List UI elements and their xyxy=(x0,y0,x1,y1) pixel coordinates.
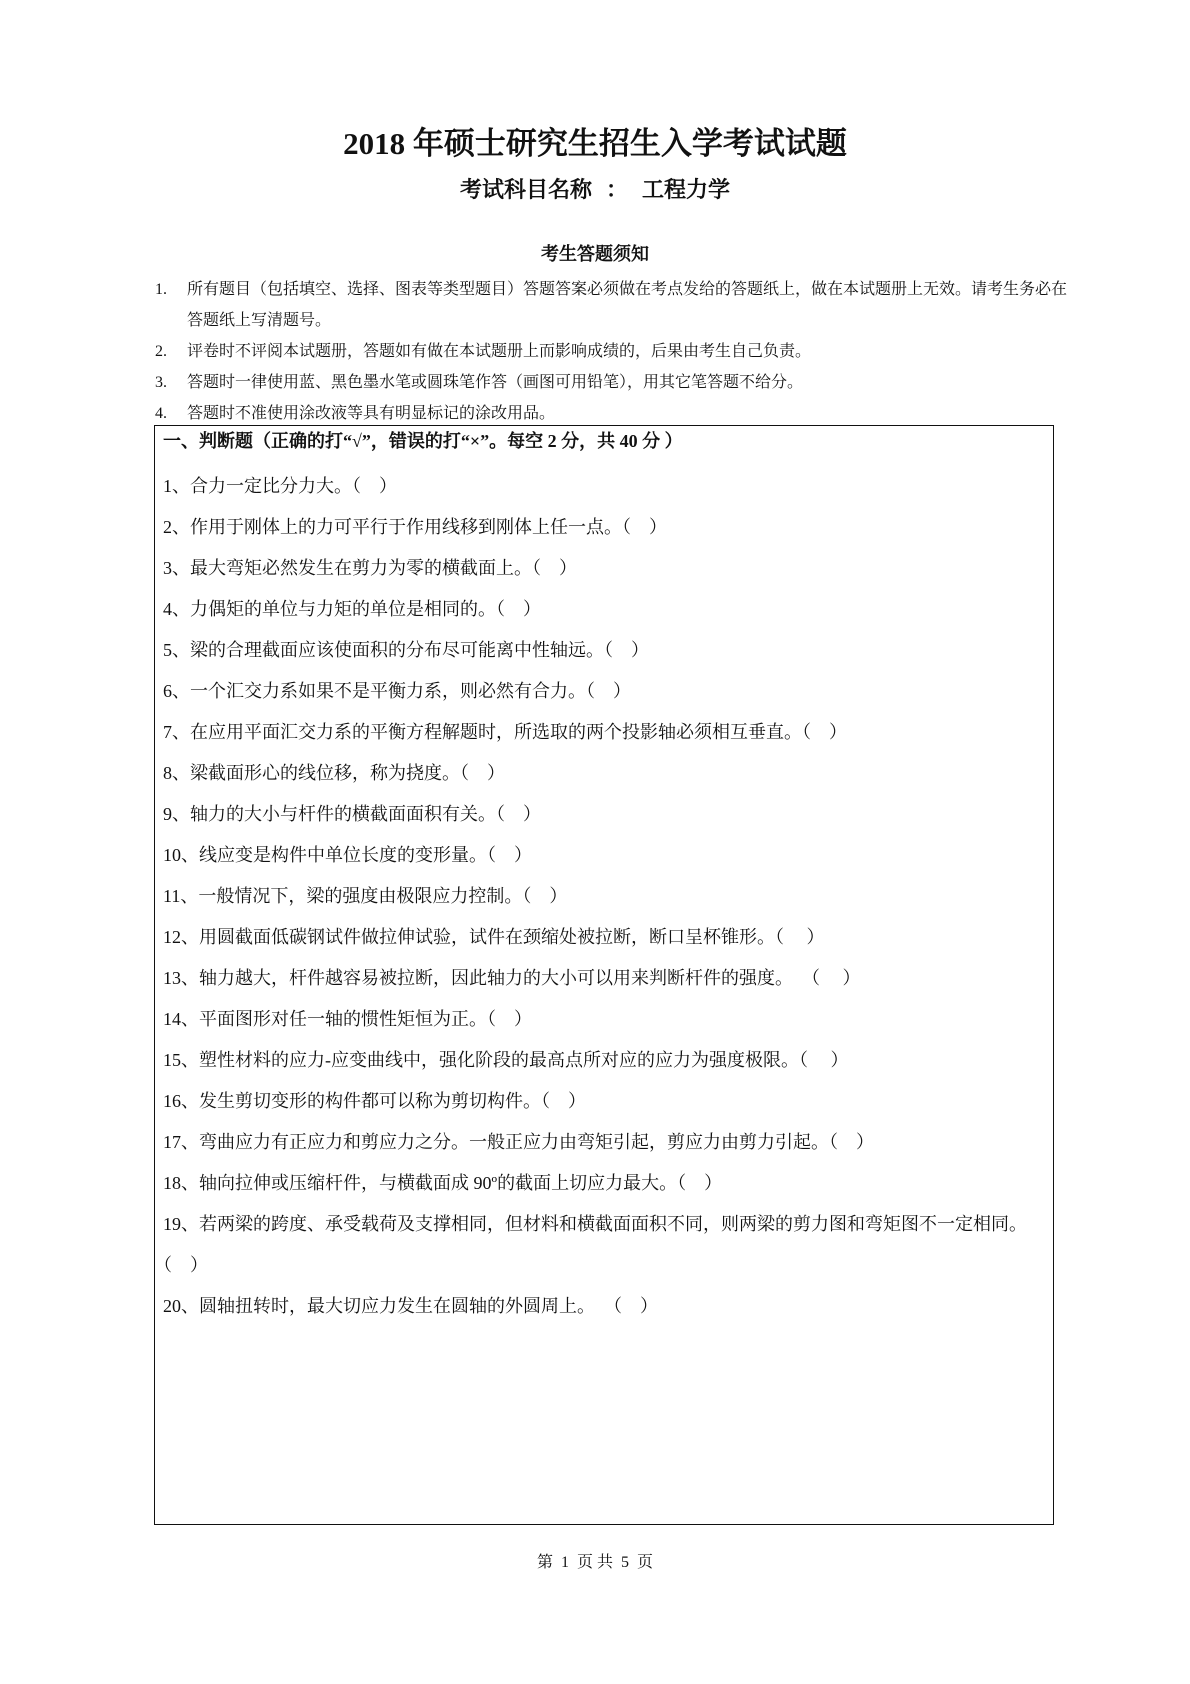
question-number: 9、 xyxy=(163,804,190,824)
question-number: 20、 xyxy=(163,1296,199,1316)
notice-item xyxy=(155,367,1075,398)
question-text: 塑性材料的应力-应变曲线中，强化阶段的最高点所对应的应力为强度极限。 xyxy=(199,1050,799,1070)
question-number: 4、 xyxy=(163,599,190,619)
question-number: 13、 xyxy=(163,968,199,988)
question-item xyxy=(163,548,1043,589)
question-text: 发生剪切变形的构件都可以称为剪切构件。 xyxy=(199,1091,541,1111)
question-text: 若两梁的跨度、承受载荷及支撑相同，但材料和横截面面积不同，则两梁的剪力图和弯矩图不一定相同。 xyxy=(199,1214,1027,1234)
answer-blank: （ ） xyxy=(487,1009,532,1029)
answer-blank: （ ） xyxy=(352,476,397,496)
question-text: 线应变是构件中单位长度的变形量。 xyxy=(199,845,487,865)
answer-blank: （ ） xyxy=(522,886,568,906)
question-item xyxy=(163,507,1043,548)
question-text: 在应用平面汇交力系的平衡方程解题时，所选取的两个投影轴必须相互垂直。 xyxy=(190,722,802,742)
question-item xyxy=(163,958,1043,999)
question-text: 轴向拉伸或压缩杆件，与横截面成 90º的截面上切应力最大。 xyxy=(199,1173,678,1193)
question-number: 15、 xyxy=(163,1050,199,1070)
notice-text: 答题时一律使用蓝、黑色墨水笔或圆珠笔作答（画图可用铅笔），用其它笔答题不给分。 xyxy=(187,374,804,391)
question-number: 3、 xyxy=(163,558,190,578)
notice-item xyxy=(155,336,1075,367)
question-text: 平面图形对任一轴的惯性矩恒为正。 xyxy=(199,1009,487,1029)
question-text: 合力一定比分力大。 xyxy=(190,476,352,496)
notice-item xyxy=(155,274,1075,336)
answer-blank: （ ） xyxy=(487,845,532,865)
question-item xyxy=(163,1286,1043,1327)
question-text: 作用于刚体上的力可平行于作用线移到刚体上任一点。 xyxy=(190,517,622,537)
notice-text: 评卷时不评阅本试题册，答题如有做在本试题册上而影响成绩的，后果由考生自己负责。 xyxy=(187,343,812,360)
question-number: 6、 xyxy=(163,681,190,701)
current-page-number: 1 xyxy=(560,1554,569,1571)
question-item xyxy=(163,1081,1043,1122)
answer-blank: （ ） xyxy=(775,927,825,947)
subject-label: 考试科目名称 xyxy=(459,178,592,203)
answer-blank: （ ） xyxy=(496,804,541,824)
answer-blank: （ ） xyxy=(622,517,667,537)
answer-blank: （ ） xyxy=(586,681,631,701)
question-text: 梁截面形心的线位移，称为挠度。 xyxy=(190,763,460,783)
question-text: 力偶矩的单位与力矩的单位是相同的。 xyxy=(190,599,496,619)
footer-mid: 页 共 xyxy=(576,1554,613,1571)
subject-separator: ： xyxy=(605,178,628,203)
exam-subject xyxy=(0,176,1190,206)
answer-blank: （ ） xyxy=(541,1091,586,1111)
question-text: 轴力的大小与杆件的横截面面积有关。 xyxy=(190,804,496,824)
answer-blank: （ ） xyxy=(595,1296,658,1316)
question-number: 16、 xyxy=(163,1091,199,1111)
question-number: 18、 xyxy=(163,1173,199,1193)
question-text: 圆轴扭转时，最大切应力发生在圆轴的外圆周上。 xyxy=(199,1296,595,1316)
answer-blank: （ ） xyxy=(793,968,861,988)
notice-number: 2. xyxy=(155,343,167,360)
notice-number: 1. xyxy=(155,281,167,298)
question-item xyxy=(163,1122,1043,1163)
footer-suffix: 页 xyxy=(637,1554,654,1571)
question-number: 12、 xyxy=(163,927,199,947)
footer-prefix: 第 xyxy=(536,1554,553,1571)
notice-list xyxy=(155,274,1075,429)
question-item xyxy=(163,1204,1043,1286)
notice-heading: 考生答题须知 xyxy=(541,244,649,265)
answer-blank: （ ） xyxy=(677,1173,723,1193)
answer-blank: （ ） xyxy=(460,763,505,783)
question-text: 最大弯矩必然发生在剪力为零的横截面上。 xyxy=(190,558,532,578)
question-number: 7、 xyxy=(163,722,190,742)
notice-number: 4. xyxy=(155,405,167,422)
answer-blank: （ ） xyxy=(163,1255,208,1275)
question-text: 轴力越大，杆件越容易被拉断，因此轴力的大小可以用来判断杆件的强度。 xyxy=(199,968,793,988)
total-pages: 5 xyxy=(621,1554,629,1571)
answer-blank: （ ） xyxy=(799,1050,849,1070)
section-title: 一、判断题（正确的打“√”，错误的打“×”。每空 2 分，共 40 分 ） xyxy=(163,431,683,451)
question-number: 8、 xyxy=(163,763,190,783)
question-number: 5、 xyxy=(163,640,190,660)
question-number: 1、 xyxy=(163,476,190,496)
answer-blank: （ ） xyxy=(802,722,847,742)
question-number: 10、 xyxy=(163,845,199,865)
question-item xyxy=(163,671,1043,712)
question-item xyxy=(163,794,1043,835)
question-text: 梁的合理截面应该使面积的分布尽可能离中性轴远。 xyxy=(190,640,604,660)
question-number: 19、 xyxy=(163,1214,199,1234)
question-list xyxy=(163,466,1043,1327)
answer-blank: （ ） xyxy=(532,558,577,578)
answer-blank: （ ） xyxy=(496,599,541,619)
subject-name: 工程力学 xyxy=(642,178,731,203)
question-box xyxy=(154,425,1054,1525)
notice-text: 所有题目（包括填空、选择、图表等类型题目）答题答案必须做在考点发给的答题纸上，做在本试题册上无效。请考生务必在答题纸上写清题号。 xyxy=(187,281,1068,329)
question-text: 弯曲应力有正应力和剪应力之分。一般正应力由弯矩引起，剪应力由剪力引起。 xyxy=(199,1132,829,1152)
question-item xyxy=(163,1163,1043,1204)
page-footer xyxy=(0,1551,1190,1575)
question-item xyxy=(163,589,1043,630)
question-number: 11、 xyxy=(163,886,199,906)
notice-text: 答题时不准使用涂改液等具有明显标记的涂改用品。 xyxy=(187,405,556,422)
question-item xyxy=(163,466,1043,507)
exam-title: 2018 年硕士研究生招生入学考试试题 xyxy=(343,126,847,161)
question-item xyxy=(163,999,1043,1040)
question-item xyxy=(163,753,1043,794)
question-item xyxy=(163,630,1043,671)
question-text: 一个汇交力系如果不是平衡力系，则必然有合力。 xyxy=(190,681,586,701)
answer-blank: （ ） xyxy=(829,1132,874,1152)
notice-number: 3. xyxy=(155,374,167,391)
question-item xyxy=(163,876,1043,917)
answer-blank: （ ） xyxy=(604,640,649,660)
question-item xyxy=(163,712,1043,753)
question-item xyxy=(163,835,1043,876)
question-text: 用圆截面低碳钢试件做拉伸试验，试件在颈缩处被拉断，断口呈杯锥形。 xyxy=(199,927,775,947)
question-text: 一般情况下，梁的强度由极限应力控制。 xyxy=(198,886,523,906)
question-item xyxy=(163,917,1043,958)
question-number: 17、 xyxy=(163,1132,199,1152)
question-item xyxy=(163,1040,1043,1081)
question-number: 14、 xyxy=(163,1009,199,1029)
question-number: 2、 xyxy=(163,517,190,537)
